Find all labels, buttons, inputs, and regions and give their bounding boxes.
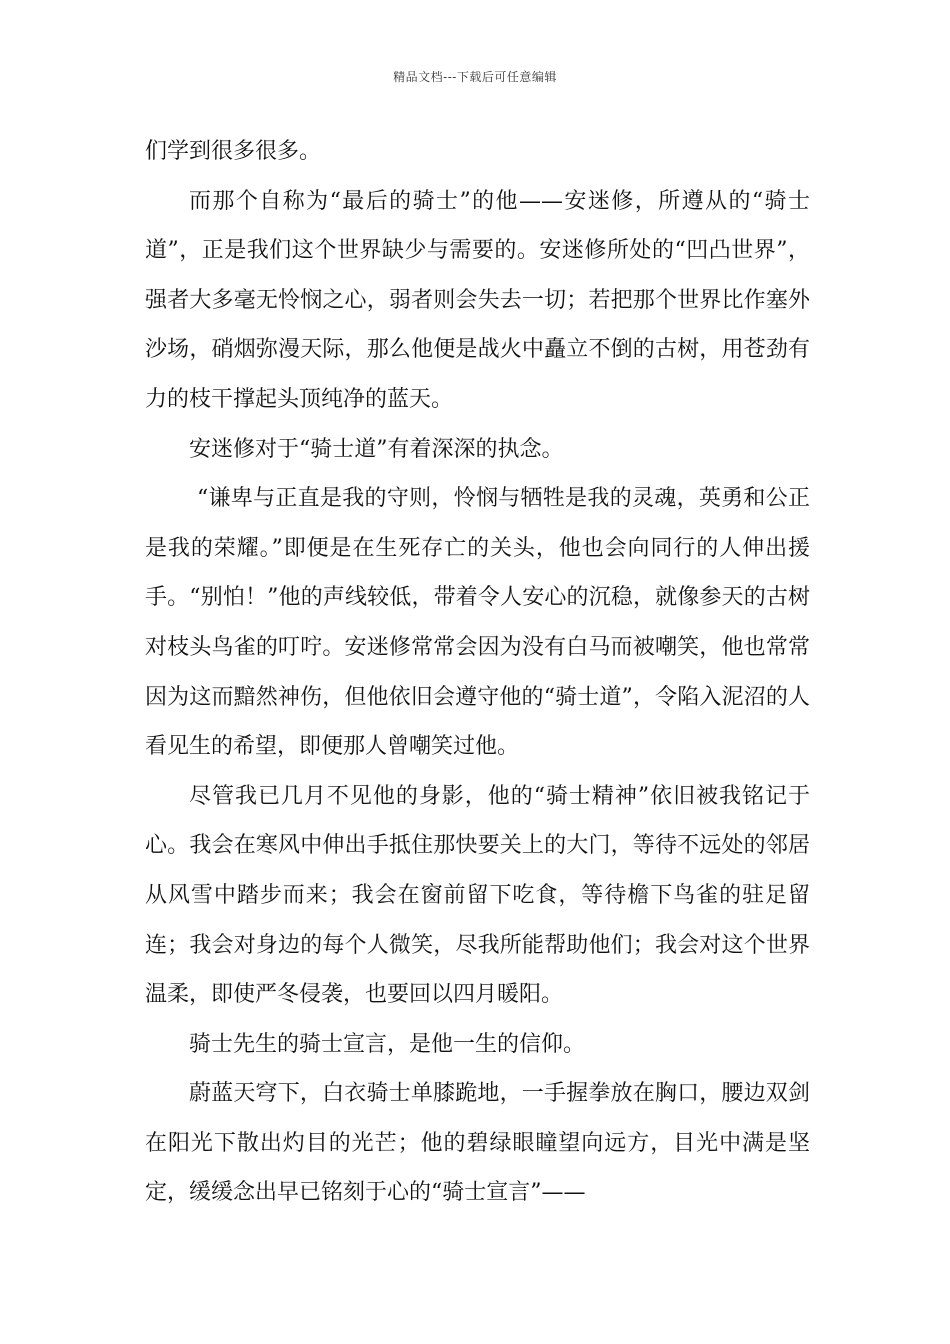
paragraph-continuation: 们学到很多很多。: [145, 139, 322, 164]
page-header: 精品文档---下载后可任意编辑: [393, 70, 557, 84]
paragraph: 蔚蓝天穹下，白衣骑士单膝跪地，一手握拳放在胸口，腰边双剑在阳光下散出灼目的光芒；他的碧绿眼瞳望向远方，目光中满是坚定，缓缓念出早已铭刻于心的“骑士宣言”——: [145, 1081, 810, 1206]
paragraph: 尽管我已几月不见他的身影，他的“骑士精神”依旧被我铭记于心。我会在寒风中伸出手抵住那快要关上的大门，等待不远处的邻居从风雪中踏步而来；我会在窗前留下吃食，等待檐下鸟雀的驻足留连；我会对身边的每个人微笑，尽我所能帮助他们；我会对这个世界温柔，即使严冬侵袭，也要回以四月暖阳。: [145, 783, 810, 1008]
paragraph: “谦卑与正直是我的守则，怜悯与牺牲是我的灵魂，英勇和公正是我的荣耀。”即便是在生死存亡的关头，他也会向同行的人伸出援手。“别怕！”他的声线较低，带着令人安心的沉稳，就像参天的古树对枝头鸟雀的叮咛。安迷修常常会因为没有白马而被嘲笑，他也常常因为这而黯然神伤，但他依旧会遵守他的“骑士道”，令陷入泥沼的人看见生的希望，即便那人曾嘲笑过他。: [145, 486, 810, 760]
paragraph: 骑士先生的骑士宣言，是他一生的信仰。: [189, 1031, 586, 1057]
paragraph: 而那个自称为“最后的骑士”的他——安迷修，所遵从的“骑士道”，正是我们这个世界缺少与需要的。安迷修所处的“凹凸世界”，强者大多毫无怜悯之心，弱者则会失去一切；若把那个世界比作塞外沙场，硝烟弥漫天际，那么他便是战火中矗立不倒的古树，用苍劲有力的枝干撑起头顶纯净的蓝天。: [145, 188, 810, 412]
paragraph: 安迷修对于“骑士道”有着深深的执念。: [189, 436, 564, 462]
document-body: [145, 127, 810, 1218]
